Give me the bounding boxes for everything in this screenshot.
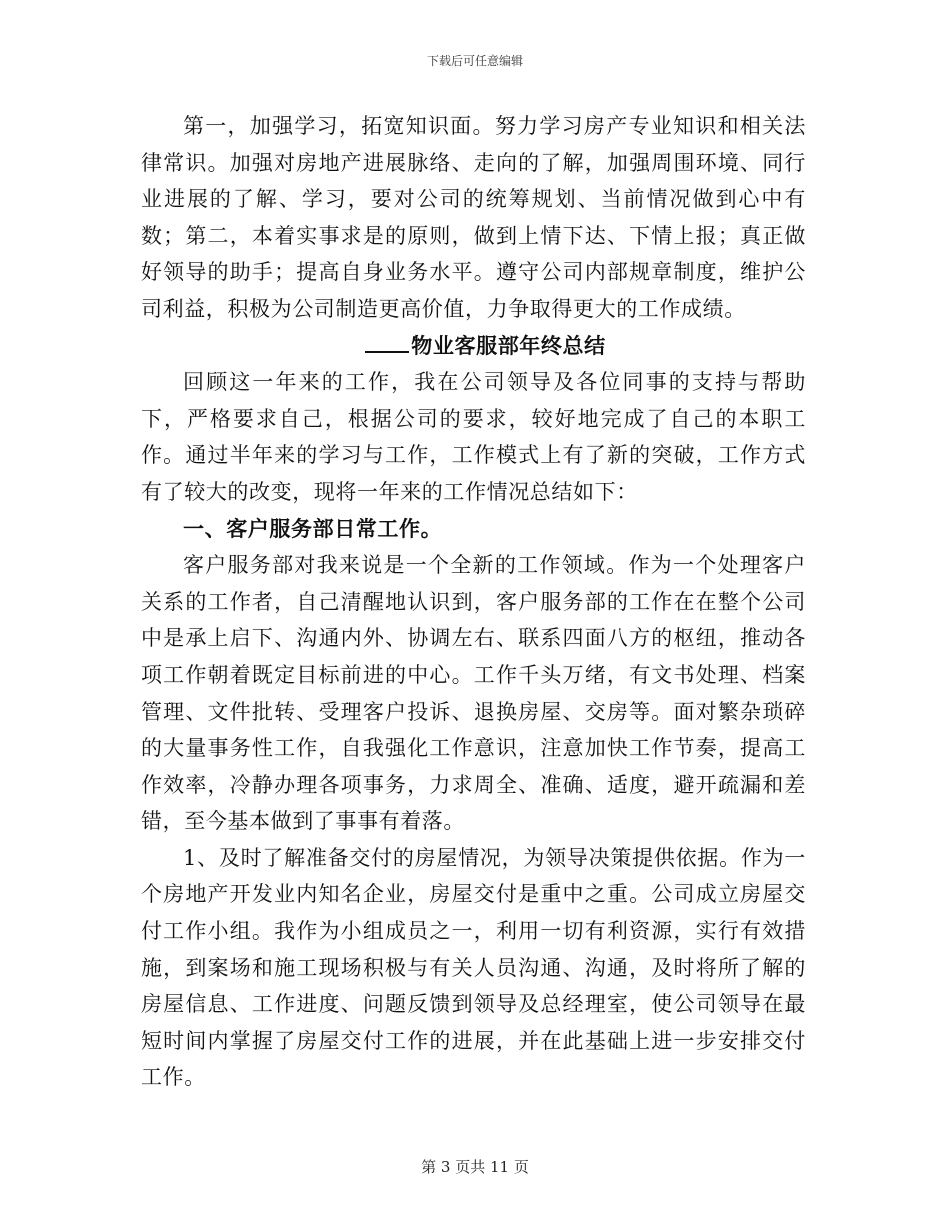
page-header-note: 下载后可任意编辑: [426, 54, 523, 68]
section-heading-daily-work: 一、客户服务部日常工作。: [183, 515, 443, 541]
paragraph-house-delivery: 1、及时了解准备交付的房屋情况，为领导决策提供依据。作为一个房地产开发业内知名企业，房屋交付是重中之重。公司成立房屋交付工作小组。我作为小组成员之一，利用一切有利资源，实行有效措施，到案场和施工现场积极与有关人员沟通、沟通，及时将所了解的房屋信息、工作进度、问题反馈到领导及总经理室，使公司领导在最短时间内掌握了房屋交付工作的进展，并在此基础上进一步安排交付工作。: [141, 845, 806, 1090]
document-body: [141, 108, 806, 1096]
title-blank-underline: [365, 331, 409, 353]
section-title: [141, 328, 806, 365]
section-title-text: 物业客服部年终总结: [411, 332, 606, 358]
paragraph-study: 第一，加强学习，拓宽知识面。努力学习房产专业知识和相关法律常识。加强对房地产进展脉络、走向的了解，加强周围环境、同行业进展的了解、学习，要对公司的统筹规划、当前情况做到心中有数；第二，本着实事求是的原则，做到上情下达、下情上报；真正做好领导的助手；提高自身业务水平。遵守公司内部规章制度，维护公司利益，积极为公司制造更高价值，力争取得更大的工作成绩。: [141, 114, 806, 321]
paragraph-customer-service: 客户服务部对我来说是一个全新的工作领域。作为一个处理客户关系的工作者，自己清醒地认识到，客户服务部的工作在在整个公司中是承上启下、沟通内外、协调左右、联系四面八方的枢纽，推动各项工作朝着既定目标前进的中心。工作千头万绪，有文书处理、档案管理、文件批转、受理客户投诉、退换房屋、交房等。面对繁杂琐碎的大量事务性工作，自我强化工作意识，注意加快工作节奏，提高工作效率，冷静办理各项事务，力求周全、准确、适度，避开疏漏和差错，至今基本做到了事事有着落。: [141, 553, 806, 834]
paragraph-review: 回顾这一年来的工作，我在公司领导及各位同事的支持与帮助下，严格要求自己，根据公司的要求，较好地完成了自己的本职工作。通过半年来的学习与工作，工作模式上有了新的突破，工作方式有了较大的改变，现将一年来的工作情况总结如下：: [141, 370, 806, 504]
page-number-footer: 第 3 页共 11 页: [421, 1158, 529, 1176]
